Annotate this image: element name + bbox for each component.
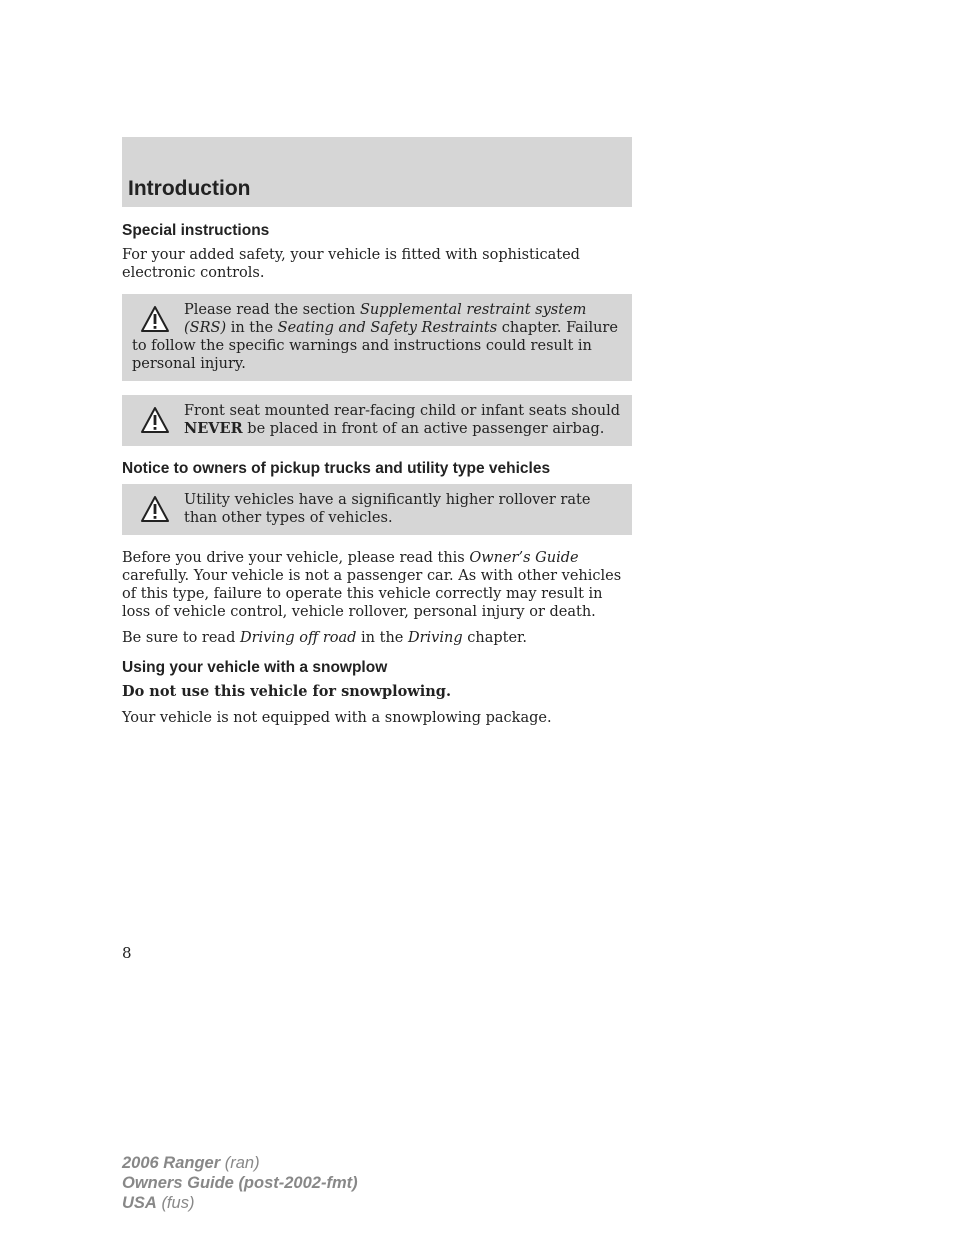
warning-box-rollover bbox=[122, 484, 632, 535]
heading-snowplow: Using your vehicle with a snowplow bbox=[122, 659, 388, 676]
warning-triangle-icon bbox=[140, 495, 170, 523]
pickup-p2-text-1: Be sure to read bbox=[122, 630, 240, 646]
page-number: 8 bbox=[122, 944, 132, 962]
warning-srs-text-3: chapter. Failure to follow the specific warnings and instructions could result in personal injury. bbox=[132, 320, 618, 372]
footer-line-3 bbox=[122, 1193, 358, 1213]
warning-triangle-icon bbox=[140, 305, 170, 333]
pickup-paragraph-2 bbox=[122, 629, 632, 647]
warning-child-never: NEVER bbox=[184, 420, 243, 437]
pickup-p1-text-1: Before you drive your vehicle, please read this bbox=[122, 550, 470, 566]
warning-text-rollover: Utility vehicles have a significantly higher rollover rate than other types of vehicles. bbox=[184, 492, 591, 526]
pickup-p2-text-2: in the bbox=[356, 630, 408, 646]
snowplow-bold-statement bbox=[122, 683, 632, 701]
footer-model-code: (ran) bbox=[224, 1154, 260, 1172]
pickup-p2-text-3: chapter. bbox=[462, 630, 527, 646]
footer-market-code: (fus) bbox=[161, 1194, 195, 1212]
heading-pickup-notice: Notice to owners of pickup trucks and utility type vehicles bbox=[122, 460, 551, 477]
warning-srs-ref-section: Supplemental restraint system (SRS) bbox=[184, 302, 587, 336]
page-content bbox=[122, 222, 632, 735]
snowplow-text: Your vehicle is not equipped with a snowplowing package. bbox=[122, 710, 552, 726]
warning-triangle-icon bbox=[140, 406, 170, 434]
snowplow-bold-text: Do not use this vehicle for snowplowing. bbox=[122, 683, 451, 700]
footer-market: USA bbox=[122, 1194, 157, 1212]
pickup-p1-text-2: carefully. Your vehicle is not a passenger car. As with other vehicles of this type, failure to operate this vehicle correctly may result in loss of vehicle control, vehicle rollover, personal injury or death. bbox=[122, 568, 622, 620]
warning-text-child-seat bbox=[132, 402, 622, 438]
warning-srs-ref-chapter: Seating and Safety Restraints bbox=[277, 320, 498, 336]
pickup-paragraph-1 bbox=[122, 549, 632, 621]
warning-box-srs bbox=[122, 294, 632, 381]
chapter-title: Introduction bbox=[128, 177, 251, 200]
pickup-p2-ref-section: Driving off road bbox=[239, 630, 357, 646]
footer-metadata bbox=[122, 1153, 358, 1213]
warning-srs-text-1: Please read the section bbox=[184, 302, 360, 318]
footer-line-1 bbox=[122, 1153, 358, 1173]
warning-srs-text-2: in the bbox=[226, 320, 278, 336]
footer-model: 2006 Ranger bbox=[122, 1154, 221, 1172]
warning-child-text-1: Front seat mounted rear-facing child or infant seats should bbox=[184, 403, 621, 419]
special-intro: For your added safety, your vehicle is fitted with sophisticated electronic controls. bbox=[122, 247, 580, 281]
warning-child-text-2: be placed in front of an active passenger airbag. bbox=[242, 421, 605, 437]
pickup-p1-owners-guide: Owner’s Guide bbox=[469, 550, 579, 566]
warning-text-srs bbox=[132, 301, 622, 373]
footer-line-2: Owners Guide (post-2002-fmt) bbox=[122, 1174, 358, 1192]
chapter-header bbox=[122, 137, 632, 207]
heading-special-instructions: Special instructions bbox=[122, 222, 270, 239]
warning-box-child-seat bbox=[122, 395, 632, 446]
pickup-p2-ref-chapter: Driving bbox=[407, 630, 463, 646]
